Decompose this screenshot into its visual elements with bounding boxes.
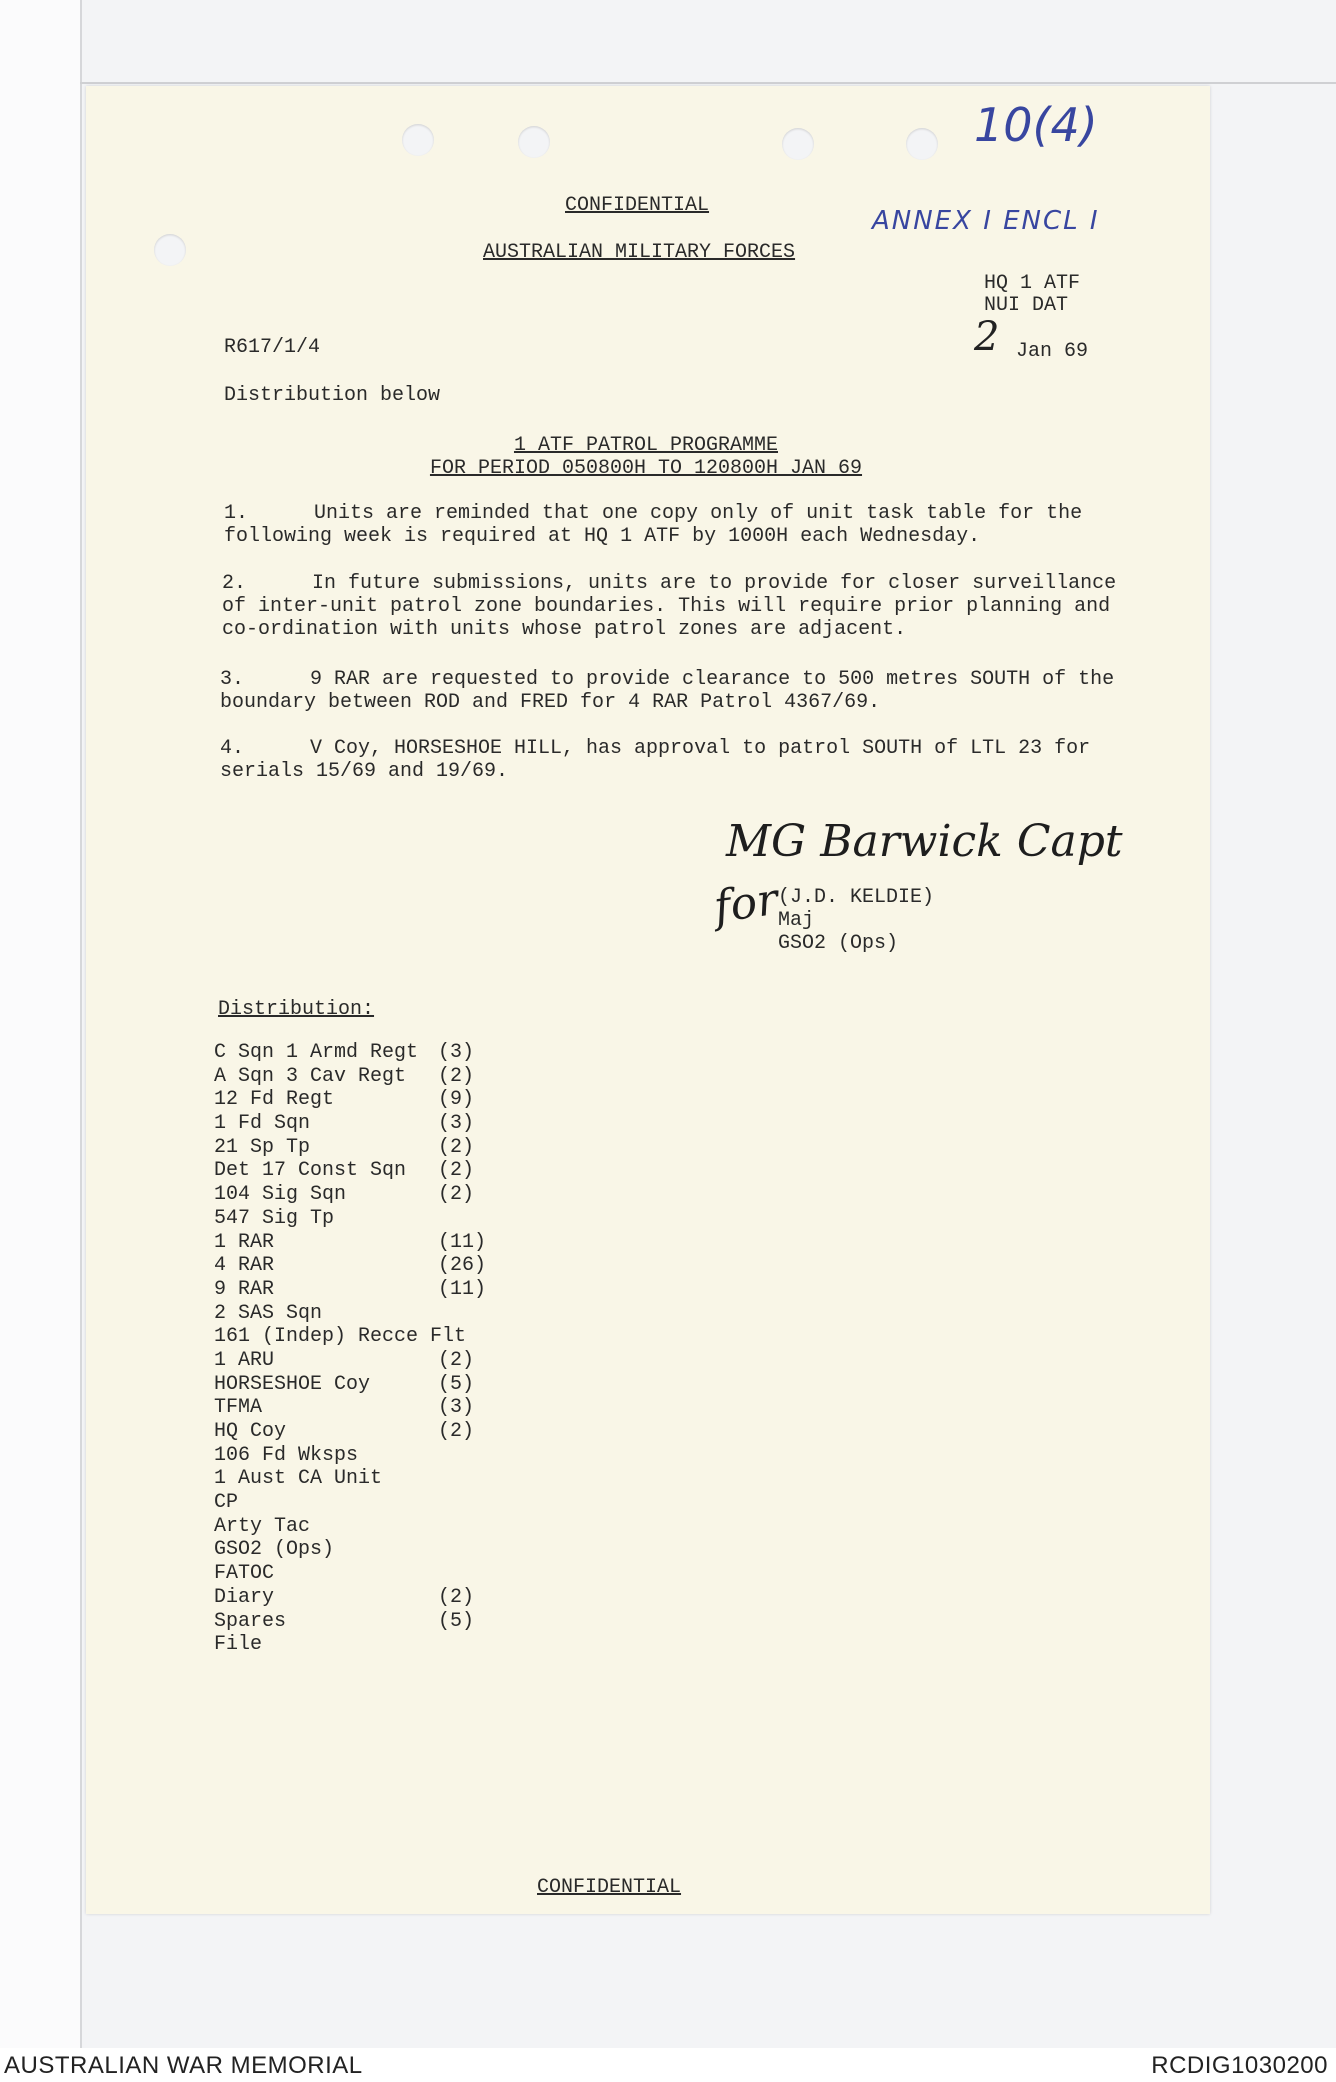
distribution-unit: 547 Sig Tp	[214, 1206, 335, 1230]
distribution-unit: CP	[214, 1491, 239, 1515]
paragraph-text: In future submissions, units are to provide for closer surveillance	[312, 572, 1117, 595]
paragraph-text: of inter-unit patrol zone boundaries. This will require prior planning and	[222, 595, 1111, 618]
distribution-copies: (11)	[438, 1277, 487, 1301]
paragraph-number: 3.	[220, 668, 245, 691]
distribution-unit: 9 RAR	[214, 1277, 275, 1301]
distribution-heading: Distribution:	[218, 998, 375, 1021]
handwritten-annex-note: ANNEX I ENCL I	[872, 206, 1100, 236]
distribution-copies: (2)	[438, 1064, 475, 1088]
organisation-heading: AUSTRALIAN MILITARY FORCES	[483, 241, 796, 264]
punch-hole	[402, 124, 434, 156]
distribution-unit: 1 ARU	[214, 1348, 275, 1372]
distribution-row	[214, 1231, 494, 1255]
distribution-unit: Det 17 Const Sqn	[214, 1159, 407, 1183]
signatory-name: (J.D. KELDIE)	[778, 886, 935, 909]
distribution-unit: Diary	[214, 1585, 275, 1609]
distribution-unit: 12 Fd Regt	[214, 1088, 335, 1112]
distribution-unit: HQ Coy	[214, 1420, 287, 1443]
distribution-copies: (2)	[438, 1348, 475, 1372]
distribution-copies: (26)	[438, 1254, 487, 1278]
document-page	[86, 86, 1210, 1914]
distribution-row	[214, 1610, 494, 1634]
distribution-copies: (5)	[438, 1372, 475, 1396]
distribution-unit: C Sqn 1 Armd Regt	[214, 1041, 419, 1064]
distribution-row	[214, 1396, 494, 1420]
document-date: Jan 69	[1016, 340, 1089, 363]
distribution-row	[214, 1467, 494, 1491]
distribution-unit: 1 RAR	[214, 1230, 275, 1254]
distribution-row	[214, 1325, 494, 1349]
distribution-row	[214, 1444, 494, 1468]
scan-top-edge	[80, 82, 1336, 84]
distribution-unit: HORSESHOE Coy	[214, 1372, 371, 1396]
distribution-copies: (2)	[438, 1135, 475, 1159]
punch-hole	[906, 128, 938, 160]
punch-hole	[518, 126, 550, 158]
distribution-copies: (3)	[438, 1396, 475, 1420]
distribution-copies: (9)	[438, 1088, 475, 1112]
scan-left-strip	[0, 0, 82, 2082]
distribution-unit: 1 Fd Sqn	[214, 1112, 311, 1136]
paragraph-text: following week is required at HQ 1 ATF by 1000H each Wednesday.	[224, 525, 981, 548]
archive-name: AUSTRALIAN WAR MEMORIAL	[4, 2052, 363, 2079]
distribution-row	[214, 1491, 494, 1515]
distribution-copies: (2)	[438, 1183, 475, 1207]
distribution-unit: 2 SAS Sqn	[214, 1301, 323, 1325]
file-reference: R617/1/4	[224, 336, 321, 359]
hq-line-1: HQ 1 ATF	[984, 272, 1081, 295]
paragraph-text: Units are reminded that one copy only of unit task table for the	[314, 502, 1083, 525]
distribution-row	[214, 1136, 494, 1160]
distribution-copies: (2)	[438, 1159, 475, 1183]
handwritten-date-day: 2	[974, 314, 1000, 360]
classification-bottom: CONFIDENTIAL	[537, 1876, 682, 1899]
punch-hole	[154, 234, 186, 266]
distribution-copies: (11)	[438, 1230, 487, 1254]
distribution-unit: Spares	[214, 1609, 287, 1633]
distribution-unit: 4 RAR	[214, 1254, 275, 1278]
archive-item-id: RCDIG1030200	[1151, 2052, 1328, 2079]
distribution-row	[214, 1254, 494, 1278]
signatory-appointment: GSO2 (Ops)	[778, 932, 899, 955]
document-title-line-1: 1 ATF PATROL PROGRAMME	[513, 434, 779, 457]
distribution-list	[214, 1041, 494, 1657]
distribution-row	[214, 1562, 494, 1586]
distribution-copies: (2)	[438, 1420, 475, 1443]
handwritten-for-mark: for	[710, 873, 782, 934]
distribution-row	[214, 1349, 494, 1373]
distribution-row	[214, 1302, 494, 1326]
hq-line-2: NUI DAT	[984, 294, 1069, 317]
distribution-unit: FATOC	[214, 1562, 275, 1586]
distribution-unit: 104 Sig Sqn	[214, 1183, 347, 1207]
distribution-row	[214, 1420, 494, 1444]
document-title-line-2: FOR PERIOD 050800H TO 120800H JAN 69	[429, 457, 863, 480]
distribution-row	[214, 1112, 494, 1136]
distribution-note: Distribution below	[224, 384, 441, 407]
paragraph-text: boundary between ROD and FRED for 4 RAR Patrol 4367/69.	[220, 691, 881, 714]
distribution-row	[214, 1159, 494, 1183]
distribution-unit: A Sqn 3 Cav Regt	[214, 1064, 407, 1088]
paragraph-number: 4.	[220, 737, 245, 760]
handwritten-folio-number: 10(4)	[974, 98, 1098, 152]
distribution-unit: 161 (Indep) Recce Flt	[214, 1325, 467, 1349]
paragraph-text: 9 RAR are requested to provide clearance to 500 metres SOUTH of the	[310, 668, 1115, 691]
distribution-row	[214, 1183, 494, 1207]
distribution-unit: TFMA	[214, 1396, 263, 1420]
paragraph-text: co-ordination with units whose patrol zones are adjacent.	[222, 618, 907, 641]
paragraph-text: V Coy, HORSESHOE HILL, has approval to patrol SOUTH of LTL 23 for	[310, 737, 1091, 760]
distribution-row	[214, 1515, 494, 1539]
distribution-unit: GSO2 (Ops)	[214, 1538, 335, 1562]
paragraph-text: serials 15/69 and 19/69.	[220, 760, 509, 783]
distribution-row	[214, 1065, 494, 1089]
distribution-row	[214, 1586, 494, 1610]
distribution-copies: (3)	[438, 1041, 475, 1064]
distribution-row	[214, 1207, 494, 1231]
paragraph-number: 2.	[222, 572, 247, 595]
distribution-row	[214, 1633, 494, 1657]
distribution-row	[214, 1373, 494, 1397]
distribution-unit: 21 Sp Tp	[214, 1135, 311, 1159]
distribution-unit: File	[214, 1633, 263, 1657]
distribution-row	[214, 1088, 494, 1112]
distribution-copies: (5)	[438, 1609, 475, 1633]
classification-top: CONFIDENTIAL	[565, 194, 710, 217]
distribution-unit: 106 Fd Wksps	[214, 1443, 359, 1467]
distribution-copies: (3)	[438, 1112, 475, 1136]
punch-hole	[782, 128, 814, 160]
paragraph-number: 1.	[224, 502, 249, 525]
distribution-unit: Arty Tac	[214, 1514, 311, 1538]
distribution-row	[214, 1278, 494, 1302]
distribution-row	[214, 1538, 494, 1562]
signatory-rank: Maj	[778, 909, 815, 932]
handwritten-signature: MG Barwick Capt	[726, 816, 1123, 867]
distribution-row	[214, 1041, 494, 1065]
distribution-copies: (2)	[438, 1585, 475, 1609]
distribution-unit: 1 Aust CA Unit	[214, 1467, 383, 1491]
